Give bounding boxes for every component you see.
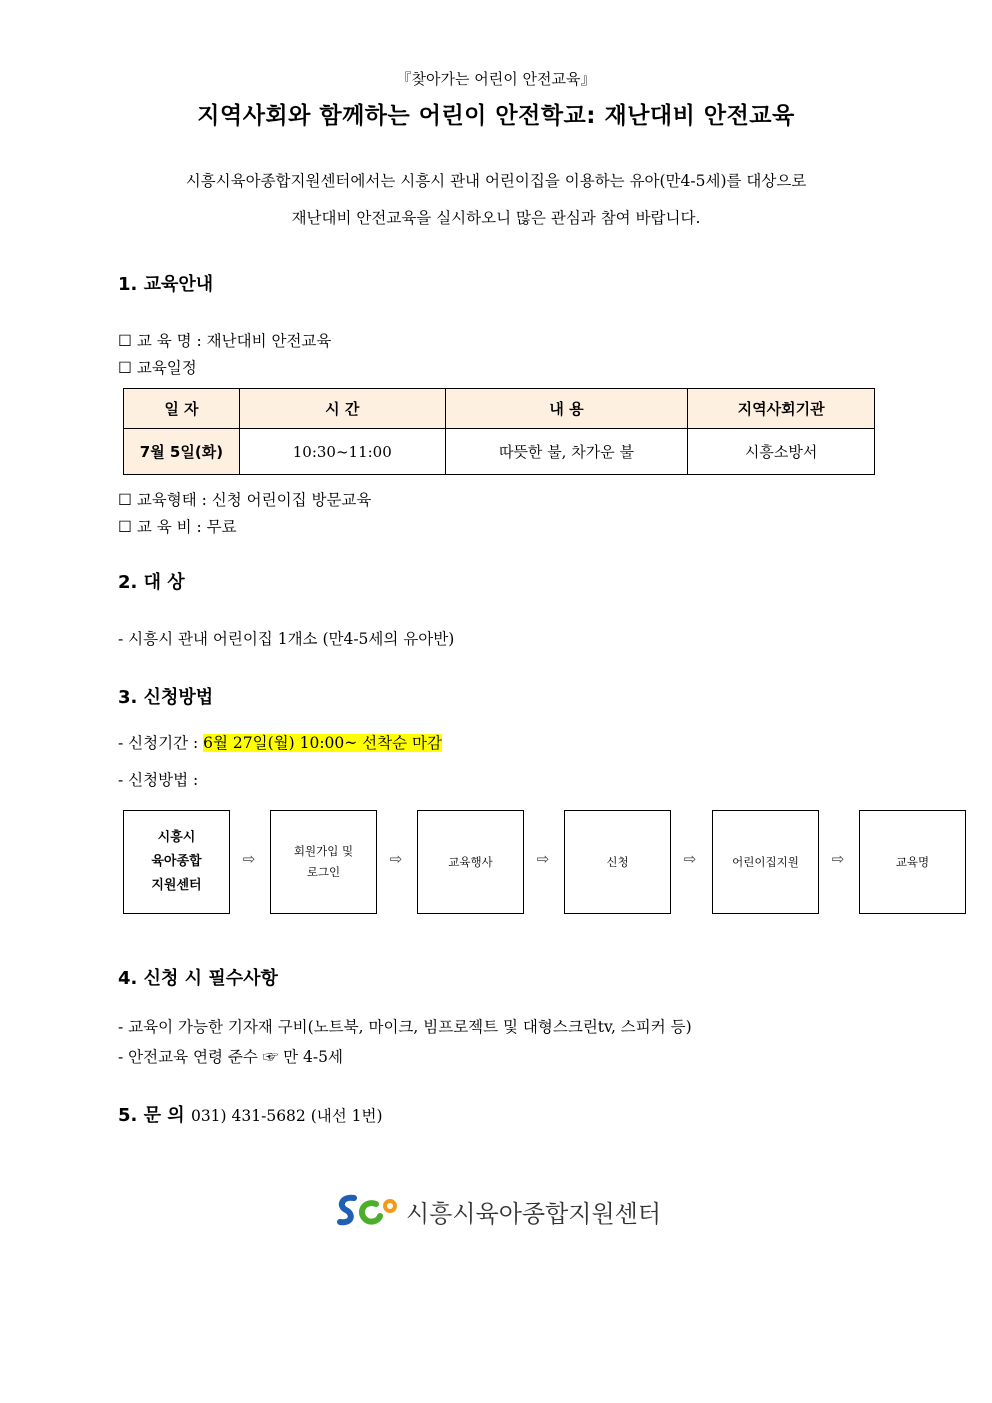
arrow-right-icon: ⇨ xyxy=(536,850,550,868)
flow-step-label: 교육명 xyxy=(895,854,930,869)
table-row xyxy=(124,429,875,475)
flow-step-label: 교육행사 xyxy=(448,854,493,869)
education-name-item: ☐ 교 육 명 : 재난대비 안전교육 xyxy=(118,332,332,350)
section-4-heading: 4. 신청 시 필수사항 xyxy=(118,968,278,989)
section-5-heading: 5. 문 의 xyxy=(118,1105,185,1126)
application-period xyxy=(118,731,442,753)
section-5 xyxy=(118,1101,383,1127)
intro-line-1: 시흥시육아종합지원센터에서는 시흥시 관내 어린이집을 이용하는 유아(만4-5세)를 대상으로 xyxy=(185,172,807,190)
flow-step-label: 회원가입 및 로그인 xyxy=(293,844,354,879)
cell-date: 7월 5일(화) xyxy=(124,429,240,475)
header-time: 시 간 xyxy=(239,389,445,429)
requirement-equipment: - 교육이 가능한 기자재 구비(노트북, 마이크, 빔프로젝트 및 대형스크린tv, 스피커 등) xyxy=(118,1018,692,1036)
cell-content: 따뜻한 불, 차가운 불 xyxy=(445,429,688,475)
flow-step-education-name xyxy=(859,810,966,914)
education-schedule-item: ☐ 교육일정 xyxy=(118,359,197,377)
logo-text: 시흥시육아종합지원센터 xyxy=(406,1200,662,1228)
schedule-header-row xyxy=(124,389,875,429)
section-3-heading: 3. 신청방법 xyxy=(118,687,214,708)
document-subtitle: 『찾아가는 어린이 안전교육』 xyxy=(396,70,596,88)
flow-step-center xyxy=(123,810,230,914)
header-institution: 지역사회기관 xyxy=(688,389,875,429)
header-content: 내 용 xyxy=(445,389,688,429)
cell-institution: 시흥소방서 xyxy=(688,429,875,475)
flow-step-apply xyxy=(564,810,671,914)
document-title: 지역사회와 함께하는 어린이 안전학교: 재난대비 안전교육 xyxy=(197,103,795,129)
logo-mark-icon xyxy=(336,1190,402,1230)
center-logo xyxy=(336,1190,666,1232)
section-2-heading: 2. 대 상 xyxy=(118,572,185,593)
target-line: - 시흥시 관내 어린이집 1개소 (만4-5세의 유아반) xyxy=(118,630,455,648)
flow-step-label: 시흥시 육아종합 지원센터 xyxy=(151,829,202,894)
arrow-right-icon: ⇨ xyxy=(389,850,403,868)
header-date: 일 자 xyxy=(124,389,240,429)
flow-step-label: 신청 xyxy=(606,854,629,869)
cell-time: 10:30~11:00 xyxy=(239,429,445,475)
education-fee-item: ☐ 교 육 비 : 무료 xyxy=(118,518,237,536)
arrow-right-icon: ⇨ xyxy=(683,850,697,868)
flow-step-daycare-support xyxy=(712,810,819,914)
intro-line-2: 재난대비 안전교육을 실시하오니 많은 관심과 참여 바랍니다. xyxy=(291,209,701,227)
arrow-right-icon: ⇨ xyxy=(831,850,845,868)
education-type-item: ☐ 교육형태 : 신청 어린이집 방문교육 xyxy=(118,491,372,509)
flow-step-signup xyxy=(270,810,377,914)
contact-number: 031) 431-5682 (내선 1번) xyxy=(190,1107,383,1125)
requirement-age: - 안전교육 연령 준수 ☞ 만 4-5세 xyxy=(118,1048,343,1066)
application-method-label: - 신청방법 : xyxy=(118,771,199,789)
arrow-right-icon: ⇨ xyxy=(242,850,256,868)
flow-step-events xyxy=(417,810,524,914)
schedule-table xyxy=(123,388,875,475)
section-1-heading: 1. 교육안내 xyxy=(118,274,214,295)
flow-step-label: 어린이집지원 xyxy=(732,854,799,869)
application-period-value: 6월 27일(월) 10:00~ 선착순 마감 xyxy=(203,734,442,752)
application-period-label: - 신청기간 : xyxy=(118,734,204,752)
